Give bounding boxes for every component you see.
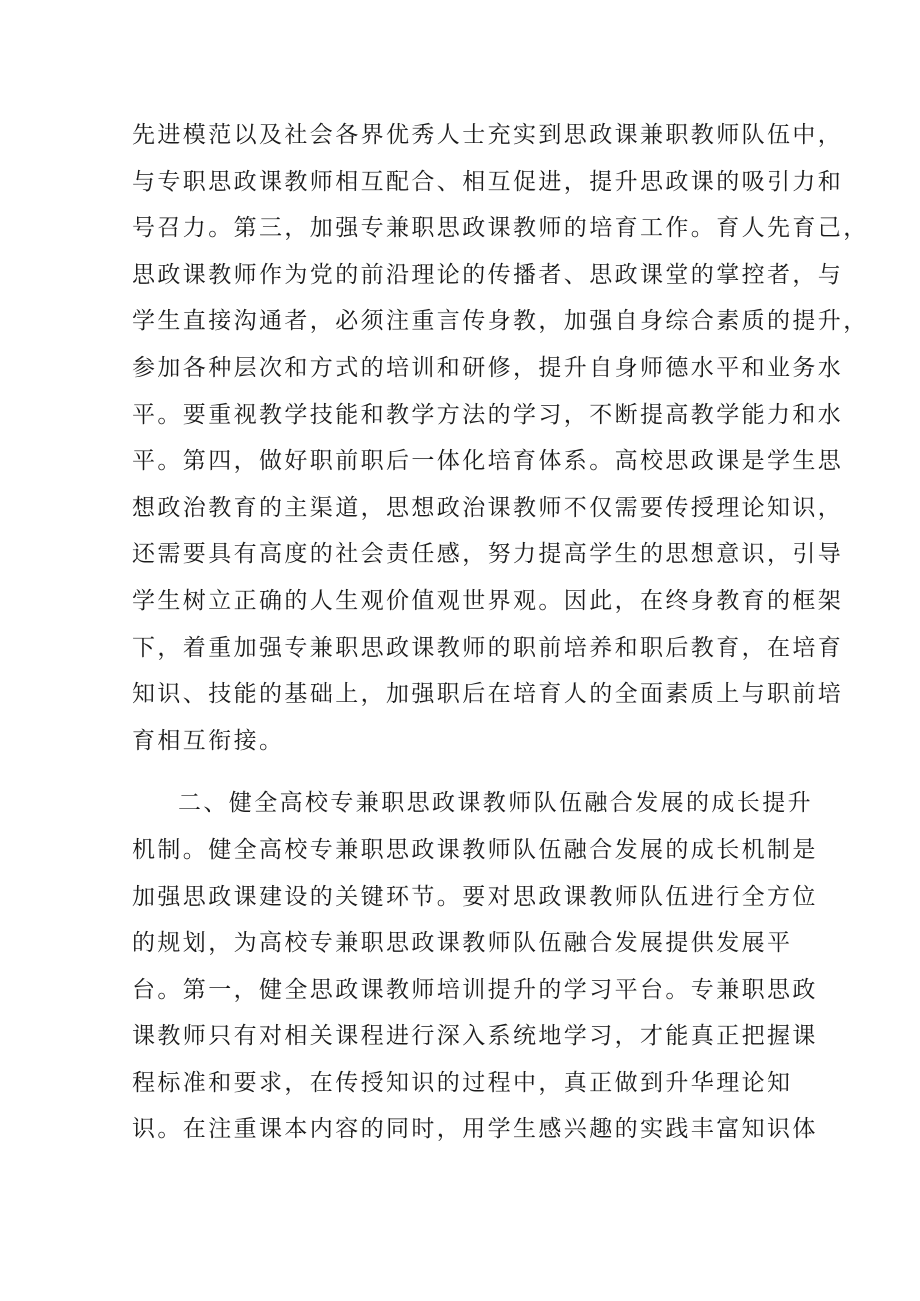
text-line: 下，着重加强专兼职思政课教师的职前培养和职后教育，在培育 xyxy=(132,634,844,661)
text-line: 机制。健全高校专兼职思政课教师队伍融合发展的成长机制是 xyxy=(132,836,818,863)
text-line: 台。第一，健全思政课教师培训提升的学习平台。专兼职思政 xyxy=(132,976,818,1003)
text-line: 号召力。第三，加强专兼职思政课教师的培育工作。育人先育己， xyxy=(132,215,869,242)
text-line: 与专职思政课教师相互配合、相互促进，提升思政课的吸引力和 xyxy=(132,168,844,195)
text-line: 平。第四，做好职前职后一体化培育体系。高校思政课是学生思 xyxy=(132,448,844,475)
text-line: 课教师只有对相关课程进行深入系统地学习，才能真正把握课 xyxy=(132,1023,818,1050)
text-line: 想政治教育的主渠道，思想政治课教师不仅需要传授理论知识， xyxy=(132,494,844,521)
text-line: 还需要具有高度的社会责任感，努力提高学生的思想意识，引导 xyxy=(132,541,844,568)
text-line: 先进模范以及社会各界优秀人士充实到思政课兼职教师队伍中， xyxy=(132,122,844,148)
text-line: 学生直接沟通者，必须注重言传身教，加强自身综合素质的提升， xyxy=(132,308,869,335)
text-line: 学生树立正确的人生观价值观世界观。因此，在终身教育的框架 xyxy=(132,587,844,614)
text-line: 的规划，为高校专兼职思政课教师队伍融合发展提供发展平 xyxy=(132,930,793,957)
text-line: 知识、技能的基础上，加强职后在培育人的全面素质上与职前培 xyxy=(132,681,844,708)
text-line: 平。要重视教学技能和教学方法的学习，不断提高教学能力和水 xyxy=(132,401,844,428)
paragraph-spacer xyxy=(132,764,792,780)
text-line: 思政课教师作为党的前沿理论的传播者、思政课堂的掌控者，与 xyxy=(132,261,844,288)
text-line: 识。在注重课本内容的同时，用学生感兴趣的实践丰富知识体 xyxy=(132,1116,818,1143)
text-line: 育相互衔接。 xyxy=(132,727,285,754)
paragraph-heading-line: 二、健全高校专兼职思政课教师队伍融合发展的成长提升 xyxy=(178,790,813,817)
text-line: 加强思政课建设的关键环节。要对思政课教师队伍进行全方位 xyxy=(132,883,818,910)
document-body xyxy=(132,112,869,1153)
text-line: 程标准和要求，在传授知识的过程中，真正做到升华理论知 xyxy=(132,1069,793,1096)
text-line: 参加各种层次和方式的培训和研修，提升自身师德水平和业务水 xyxy=(132,354,844,381)
